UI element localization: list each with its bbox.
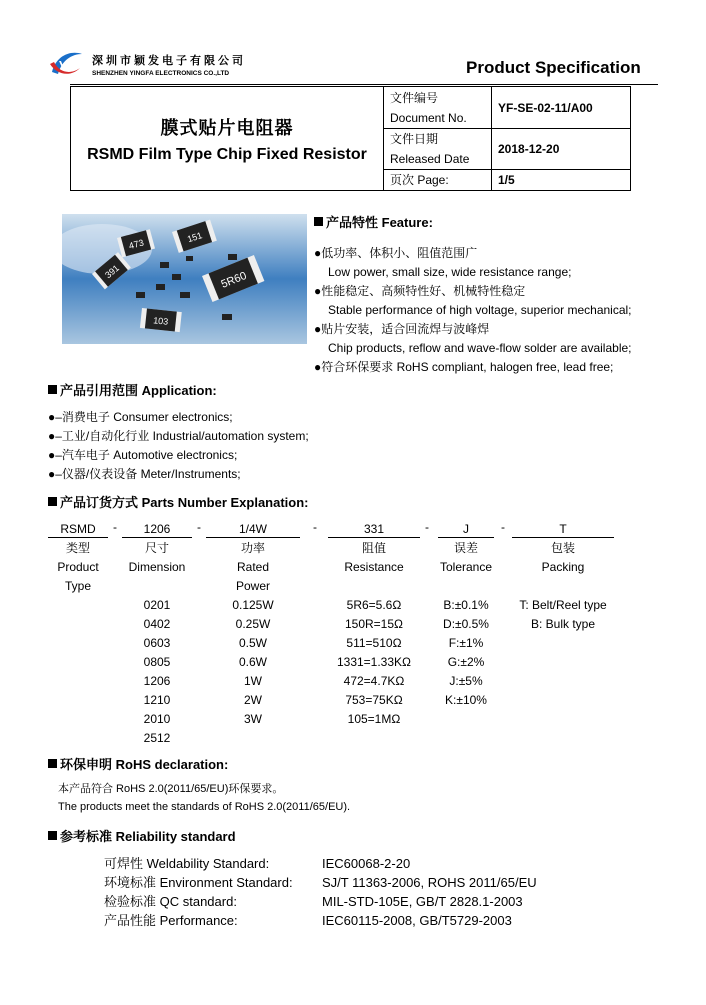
document-type: Product Specification <box>466 58 641 77</box>
separator-dash: - <box>197 520 201 534</box>
label-en: Product <box>57 560 99 574</box>
feature-heading-cn: 产品特性 <box>326 216 379 231</box>
value: 0.125W <box>232 598 274 612</box>
label-en: Tolerance <box>439 560 493 574</box>
separator-dash: - <box>113 520 117 534</box>
application-list <box>48 408 309 484</box>
feature-heading <box>314 212 433 231</box>
value: K:±10% <box>445 693 487 707</box>
title-en: RSMD Film Type Chip Fixed Resistor <box>87 145 367 163</box>
label-cn: 阻值 <box>361 541 386 555</box>
svg-text:5R60: 5R60 <box>219 269 249 291</box>
label-en: Type <box>64 579 91 593</box>
label-en: Power <box>235 579 270 593</box>
title-cn: 膜式贴片电阻器 <box>160 117 294 139</box>
code: T <box>559 522 567 536</box>
column-power <box>206 520 300 729</box>
doc-no-label-en: Document No. <box>390 110 467 125</box>
value: F:±1% <box>448 636 484 650</box>
date-label-en: Released Date <box>390 152 470 166</box>
company-name-en: SHENZHEN YINGFA ELECTRONICS CO.,LTD <box>92 70 230 77</box>
svg-text:473: 473 <box>127 237 145 252</box>
column-type <box>48 520 108 596</box>
label-cn: 包装 <box>550 541 575 555</box>
parts-number-heading-cn: 产品订货方式 <box>60 496 139 511</box>
date-label <box>384 129 492 170</box>
reliability-heading-en: Reliability standard <box>115 829 236 844</box>
code: RSMD <box>60 522 96 536</box>
reliability-value: IEC60115-2008, GB/T5729-2003 <box>322 913 512 928</box>
value: 472=4.7KΩ <box>343 674 405 688</box>
label-en: Resistance <box>344 560 404 574</box>
application-item: ●–仪器/仪表设备 Meter/Instruments; <box>48 467 241 481</box>
rohs-heading-en: RoHS declaration: <box>115 757 229 772</box>
doc-no-label-cn: 文件编号 <box>390 90 439 105</box>
title-cell <box>71 87 384 191</box>
rohs-heading-cn: 环保申明 <box>60 758 113 773</box>
value: 5R6=5.6Ω <box>346 598 402 612</box>
value: 2W <box>244 693 262 707</box>
value: 150R=15Ω <box>344 617 403 631</box>
rohs-statement-en: The products meet the standards of RoHS 2.0(2011/65/EU). <box>58 801 351 813</box>
label-en: Packing <box>541 560 585 574</box>
resistor-chip <box>140 308 182 332</box>
value: 105=1MΩ <box>347 712 401 726</box>
date-value: 2018-12-20 <box>492 129 631 170</box>
value: G:±2% <box>447 655 485 669</box>
feature-line: ●低功率、体积小、阻值范围广 <box>314 246 478 260</box>
code: 1206 <box>143 522 171 536</box>
application-item: ●–汽车电子 Automotive electronics; <box>48 448 238 462</box>
parts-number-heading <box>48 492 309 511</box>
value: 3W <box>244 712 262 726</box>
value: 1331=1.33KΩ <box>336 655 412 669</box>
page-value: 1/5 <box>492 170 631 191</box>
company-name-cn: 深圳市颖发电子有限公司 <box>92 54 246 67</box>
label-en: Rated <box>236 560 270 574</box>
reliability-label: 环境标准 Environment Standard: <box>104 875 293 890</box>
rohs-statement-cn: 本产品符合 RoHS 2.0(2011/65/EU)环保要求。 <box>58 783 284 795</box>
parts-number-table <box>48 520 628 750</box>
svg-text:103: 103 <box>152 315 169 327</box>
value: 0805 <box>143 655 171 669</box>
application-item: ●–工业/自动化行业 Industrial/automation system; <box>48 429 309 443</box>
feature-line: ●符合环保要求 RoHS compliant, halogen free, lead free; <box>314 360 614 374</box>
code: 331 <box>363 522 385 536</box>
value: 0.5W <box>238 636 267 650</box>
value: 1W <box>244 674 262 688</box>
value: D:±0.5% <box>443 617 489 631</box>
rohs-heading <box>48 754 228 773</box>
reliability-label: 产品性能 Performance: <box>104 913 238 928</box>
square-bullet-icon <box>48 497 57 506</box>
value: J:±5% <box>449 674 483 688</box>
feature-line: ●性能稳定、高频特性好、机械特性稳定 <box>314 284 526 298</box>
label-cn: 功率 <box>240 541 265 555</box>
square-bullet-icon <box>48 385 57 394</box>
feature-line: Chip products, reflow and wave-flow solder are available; <box>328 341 632 355</box>
reliability-heading-cn: 参考标准 <box>60 830 113 845</box>
value: 0603 <box>143 636 171 650</box>
value: 2512 <box>143 731 171 745</box>
application-item: ●–消费电子 Consumer electronics; <box>48 410 233 424</box>
doc-no-label <box>384 87 492 129</box>
value: T: Belt/Reel type <box>519 598 607 612</box>
feature-list <box>314 244 632 377</box>
label-cn: 误差 <box>453 541 478 555</box>
column-packing <box>512 520 614 634</box>
page-label: 页次 Page: <box>384 170 492 191</box>
column-tolerance <box>438 520 494 710</box>
svg-text:391: 391 <box>103 262 122 281</box>
date-label-cn: 文件日期 <box>390 132 439 146</box>
separator-dash: - <box>501 520 505 534</box>
code: 1/4W <box>238 522 267 536</box>
doc-no-value: YF-SE-02-11/A00 <box>492 87 631 129</box>
value: 0.25W <box>235 617 271 631</box>
value: 1206 <box>143 674 171 688</box>
feature-line: Stable performance of high voltage, superior mechanical; <box>328 303 632 317</box>
reliability-heading <box>48 826 236 845</box>
column-dimension <box>122 520 192 748</box>
reliability-values <box>322 854 537 930</box>
square-bullet-icon <box>314 217 323 226</box>
reliability-value: IEC60068-2-20 <box>322 856 411 871</box>
feature-line: Low power, small size, wide resistance range; <box>328 265 572 279</box>
value: 753=75KΩ <box>345 693 403 707</box>
reliability-labels <box>104 854 293 930</box>
label-cn: 尺寸 <box>144 541 169 555</box>
label-en: Dimension <box>128 560 186 574</box>
separator-dash: - <box>425 520 429 534</box>
column-resistance <box>328 520 420 729</box>
header-divider <box>70 84 658 85</box>
square-bullet-icon <box>48 831 57 840</box>
code: J <box>463 522 469 536</box>
value: 2010 <box>143 712 171 726</box>
value: B: Bulk type <box>530 617 596 631</box>
feature-heading-en: Feature: <box>381 215 433 230</box>
reliability-label: 检验标准 QC standard: <box>104 894 237 909</box>
value: 511=510Ω <box>346 636 402 650</box>
value: 0402 <box>143 617 171 631</box>
application-heading-cn: 产品引用范围 <box>60 384 139 399</box>
square-bullet-icon <box>48 759 57 768</box>
application-heading <box>48 380 217 399</box>
svg-text:YF: YF <box>58 58 75 73</box>
label-cn: 类型 <box>65 541 90 555</box>
document-header-table <box>70 86 631 191</box>
reliability-label: 可焊性 Weldability Standard: <box>104 856 270 871</box>
feature-line: ●贴片安装，适合回流焊与波峰焊 <box>314 322 490 336</box>
product-photo <box>62 214 307 344</box>
application-heading-en: Application: <box>141 383 217 398</box>
reliability-value: SJ/T 11363-2006, ROHS 2011/65/EU <box>322 875 537 890</box>
reliability-value: MIL-STD-105E, GB/T 2828.1-2003 <box>322 894 523 909</box>
parts-number-heading-en: Parts Number Explanation: <box>141 495 309 510</box>
value: 0.6W <box>238 655 267 669</box>
separator-dash: - <box>313 520 317 534</box>
value: 1210 <box>143 693 171 707</box>
value: B:±0.1% <box>443 598 489 612</box>
svg-text:151: 151 <box>186 230 204 245</box>
value: 0201 <box>143 598 171 612</box>
company-logo <box>48 46 84 82</box>
